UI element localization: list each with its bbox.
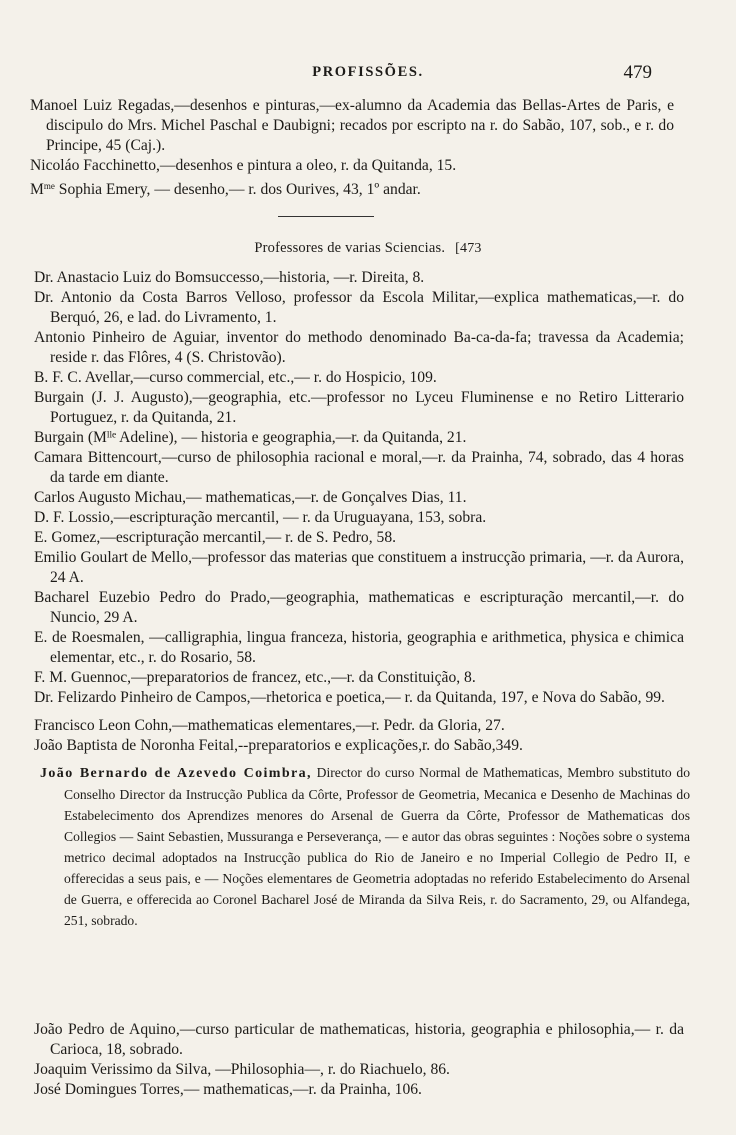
section-heading [0,240,736,257]
listing-entry: Emilio Goulart de Mello,—professor das materias que constituem a instrucção primaria, —r. da Aurora, 24 A. [34,549,684,586]
section-divider [278,216,374,217]
listing-entry: Burgain (Mˡˡᵉ Adeline), — historia e geographia,—r. da Quitanda, 21. [34,429,467,446]
listing-entry: Antonio Pinheiro de Aguiar, inventor do methodo denominado Ba-ca-da-fa; travessa da Academia; reside r. das Flôres, 4 (S. Christovão). [34,329,684,366]
listing-entry: Bacharel Euzebio Pedro do Prado,—geographia, mathematicas e escripturação mercantil,—r. do Nuncio, 29 A. [34,589,684,626]
featured-entry [40,762,690,931]
entry-text: Sophia Emery, — desenho,— r. dos Ourives, 43, 1º andar. [54,181,421,198]
listing-entry: Dr. Antonio da Costa Barros Velloso, professor da Escola Militar,—explica mathematicas,—r. do Berquó, 26, e lad. do Livramento, 1. [34,289,684,326]
running-title: PROFISSÕES. [312,64,424,80]
listing-entry: Nicoláo Facchinetto,—desenhos e pintura a oleo, r. da Quitanda, 15. [30,157,457,174]
listing-entry: B. F. C. Avellar,—curso commercial, etc.,— r. do Hospicio, 109. [34,369,437,386]
listing-entry: Manoel Luiz Regadas,—desenhos e pinturas,—ex-alumno da Academia das Bellas-Artes de Paris, e discipulo do Mrs. Michel Paschal e Daubigni; recados por escripto na r. do Sabão, 107, sob., e r. do Principe, 45 (Caj.). [30,97,674,154]
title-prefix: M [30,181,44,198]
title-prefix-superscript: me [43,181,55,191]
listing-entry: Francisco Leon Cohn,—mathematicas elementares,—r. Pedr. da Gloria, 27. [34,717,505,734]
listing-entry: Joaquim Verissimo da Silva, —Philosophia—, r. do Riachuelo, 86. [34,1061,450,1078]
listing-entry: F. M. Guennoc,—preparatorios de francez, etc.,—r. da Constituição, 8. [34,669,476,686]
listing-entry: D. F. Lossio,—escripturação mercantil, — r. da Uruguayana, 153, sobra. [34,509,487,526]
listing-entry: João Baptista de Noronha Feital,--preparatorios e explicações,r. do Sabão,349. [34,737,523,754]
listing-entry: E. de Roesmalen, —calligraphia, lingua franceza, historia, geographia e arithmetica, physica e chimica elementar, etc., r. do Rosario, 58. [34,629,684,666]
featured-text: Director do curso Normal de Mathematicas, Membro substituto do Conselho Director da Instrucção Publica da Côrte, Professor de Geometria, Mecanica e Desenho de Machinas do Estabelecimento dos Aprendizes menores do Arsenal de Guerra da Côrte, Professor de Mathematicas dos Collegios — Saint Sebastien, Mussuranga e Perseverança, — e autor das obras seguintes : Noções sobre o systema metrico decimal adoptados na Instrucção publica do Rio de Janeiro e no Imperial Collegio de Pedro II, e offerecidas a seus pais, e — Noções elementares de Geometria adoptadas no referido Estabelecimento do Arsenal de Guerra, e offerecida ao Coronel Bacharel José de Miranda da Silva Reis, r. do Sacramento, 29, ou Alfandega, 251, sobrado. [64,765,690,928]
page-header [0,62,736,88]
listing-entry: João Pedro de Aquino,—curso particular de mathematicas, historia, geographia e philosophia,— r. da Carioca, 18, sobrado. [34,1021,684,1058]
listing-entry: E. Gomez,—escripturação mercantil,— r. de S. Pedro, 58. [34,529,397,546]
listing-entry [30,176,674,200]
featured-name: João Bernardo de Azevedo Coimbra, [40,766,312,781]
section-heading-ref: [473 [455,241,482,256]
listing-entry: Dr. Anastacio Luiz do Bomsuccesso,—historia, —r. Direita, 8. [34,269,425,286]
page-number: 479 [623,62,652,83]
listing-entry: José Domingues Torres,— mathematicas,—r. da Prainha, 106. [34,1081,422,1098]
listing-entry: Dr. Felizardo Pinheiro de Campos,—rhetorica e poetica,— r. da Quitanda, 197, e Nova do Sabão, 99. [34,689,665,706]
listing-entry: Carlos Augusto Michau,— mathematicas,—r. de Gonçalves Dias, 11. [34,489,467,506]
listing-entry: Burgain (J. J. Augusto),—geographia, etc.—professor no Lyceu Fluminense e no Retiro Litterario Portuguez, r. da Quitanda, 21. [34,389,684,426]
listing-entry: Camara Bittencourt,—curso de philosophia racional e moral,—r. da Prainha, 74, sobrado, das 4 horas da tarde em diante. [34,449,684,486]
section-heading-text: Professores de varias Sciencias. [254,240,446,256]
